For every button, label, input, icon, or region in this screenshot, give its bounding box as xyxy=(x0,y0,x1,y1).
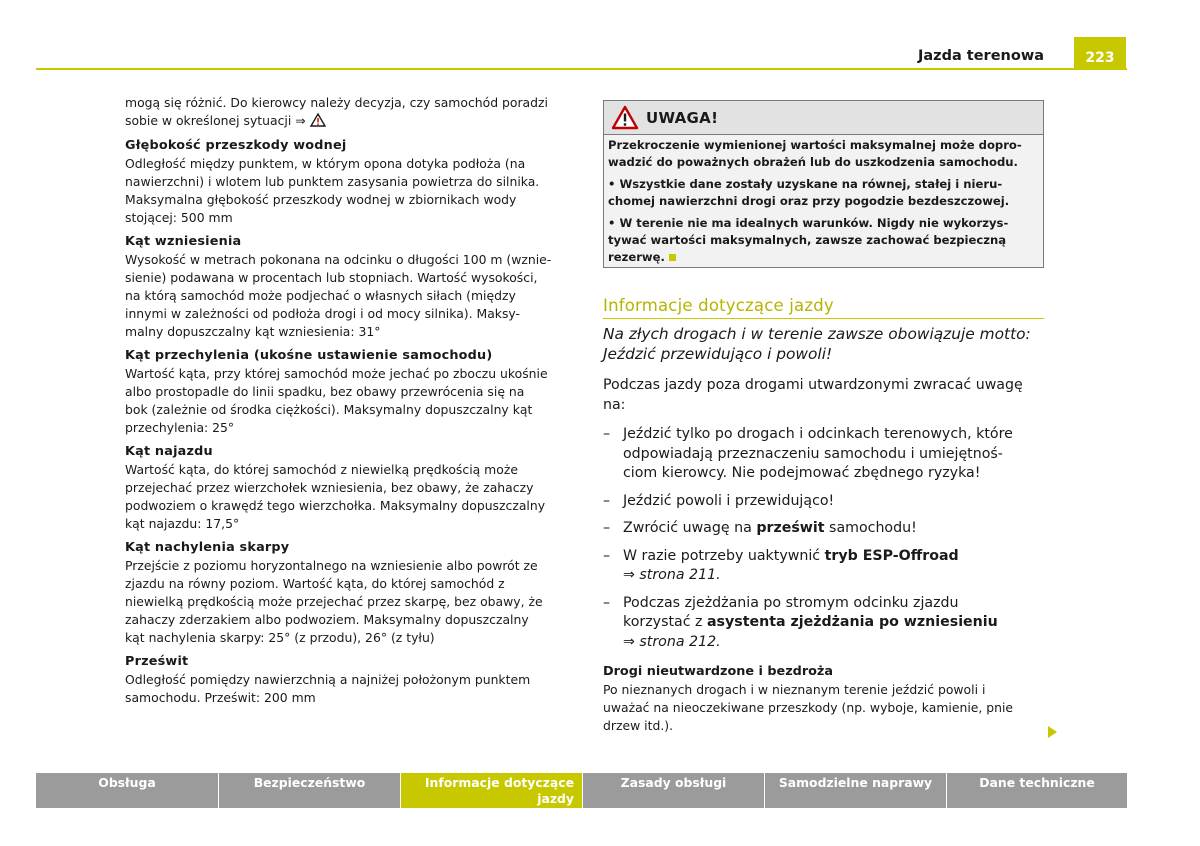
section-text: przechylenia: 25° xyxy=(125,420,235,435)
section-text: niewielką prędkością może przejechać przez skarpę, bez obawy, że xyxy=(125,594,543,609)
warning-text: wadzić do poważnych obrażeń lub do uszkodzenia samochodu. xyxy=(608,155,1018,170)
warning-text: Przekroczenie wymienionej wartości maksymalnej może dopro- xyxy=(608,138,1022,152)
list-item: – Jeździć powoli i przewidująco! xyxy=(603,492,835,509)
section-text: zjazdu na równy poziom. Wartość kąta, do której samochód z xyxy=(125,576,505,591)
list-item: – Zwrócić uwagę na prześwit samochodu! xyxy=(603,520,917,536)
motto-line: Jeździć przewidująco i powoli! xyxy=(603,345,833,363)
section-text: stojącej: 500 mm xyxy=(125,210,233,225)
section-text: Wartość kąta, do której samochód z niewielką prędkością może xyxy=(125,462,518,477)
page-reference-link[interactable]: ⇒ strona 212. xyxy=(623,633,721,650)
section-text: Wysokość w metrach pokonana na odcinku o długości 100 m (wznie- xyxy=(125,252,552,267)
subsection-text: Po nieznanych drogach i w nieznanym terenie jeździć powoli i xyxy=(603,682,986,697)
section-text: przejechać przez wierzchołek wzniesienia, bez obawy, że zahaczy xyxy=(125,480,534,495)
warning-text: tywać wartości maksymalnych, zawsze zachować bezpieczną xyxy=(608,233,1007,248)
section-text: Maksymalna głębokość przeszkody wodnej w zbiornikach wody xyxy=(125,192,517,207)
nav-tab-informacje-dotyczace-jazdy[interactable]: Informacje dotyczące jazdy xyxy=(401,773,582,808)
section-text: Odległość pomiędzy nawierzchnią a najniżej położonym punktem xyxy=(125,672,531,687)
section-heading: Prześwit xyxy=(125,654,189,669)
subsection-text: drzew itd.). xyxy=(603,718,674,733)
list-item: – W razie potrzeby uaktywnić tryb ESP-Offroad ⇒ strona 211. xyxy=(603,547,1048,586)
section-text: Odległość między punktem, w którym opona dotyka podłoża (na xyxy=(125,156,526,171)
section-heading: Kąt wzniesienia xyxy=(125,234,242,249)
nav-tab-obsluga[interactable]: Obsługa xyxy=(36,773,218,808)
intro-line: mogą się różnić. Do kierowcy należy decyzja, czy samochód poradzi xyxy=(125,95,548,110)
continue-arrow-icon xyxy=(1048,726,1057,738)
section-text: sienie) podawana w procentach lub stopniach. Wartość wysokości, xyxy=(125,270,538,285)
section-text: kąt najazdu: 17,5° xyxy=(125,516,240,531)
nav-tab-dane-techniczne[interactable]: Dane techniczne xyxy=(947,773,1127,808)
list-item: – Podczas zjeżdżania po stromym odcinku zjazdu korzystać z asystenta zjeżdżania po wzniesieniu ⇒ strona 212. xyxy=(603,594,1048,653)
section-title-rule xyxy=(603,318,1044,319)
nav-tab-bezpieczenstwo[interactable]: Bezpieczeństwo xyxy=(219,773,400,808)
intro-paragraph: na: xyxy=(603,396,626,413)
section-text: innymi w zależności od podłoża drogi i od mocy silnika). Maksy- xyxy=(125,306,520,321)
subsection-text: uważać na nieoczekiwane przeszkody (np. wyboje, kamienie, pnie xyxy=(603,700,1014,715)
section-heading: Głębokość przeszkody wodnej xyxy=(125,138,347,153)
end-of-section-marker xyxy=(669,254,676,261)
section-text: Wartość kąta, przy której samochód może jechać po zboczu ukośnie xyxy=(125,366,548,381)
section-text: Przejście z poziomu horyzontalnego na wzniesienie albo powrót ze xyxy=(125,558,538,573)
chapter-nav xyxy=(36,773,1127,808)
section-text: podwoziem o krawędź tego wierzchołka. Maksymalny dopuszczalny xyxy=(125,498,546,513)
warning-text: chomej nawierzchni drogi oraz przy pogodzie bezdeszczowej. xyxy=(608,194,1010,209)
nav-tab-zasady-obslugi[interactable]: Zasady obsługi xyxy=(583,773,764,808)
warning-triangle-icon xyxy=(310,113,326,127)
intro-line: sobie w określonej sytuacji ⇒ xyxy=(125,112,565,130)
warning-title: UWAGA! xyxy=(646,109,719,127)
warning-triangle-icon xyxy=(611,105,639,130)
warning-bullet: • W terenie nie ma idealnych warunków. Nigdy nie wykorzys- xyxy=(608,215,1009,230)
right-column xyxy=(603,324,1048,735)
warning-bullet: • Wszystkie dane zostały uzyskane na równej, stałej i nieru- xyxy=(608,176,1003,191)
page-number: 223 xyxy=(1074,37,1126,69)
subsection-heading: Drogi nieutwardzone i bezdroża xyxy=(603,664,834,679)
section-text: kąt nachylenia skarpy: 25° (z przodu), 26° (z tyłu) xyxy=(125,630,435,645)
warning-box xyxy=(603,100,1044,268)
section-text: bok (zależnie od środka ciężkości). Maksymalny dopuszczalny kąt xyxy=(125,402,533,417)
list-item: – Jeździć tylko po drogach i odcinkach terenowych, które odpowiadają przeznaczeniu samochodu i umiejętnoś- ciom kierowcy. Nie podejmować zbędnego ryzyka! xyxy=(603,426,1013,481)
header-rule xyxy=(36,68,1127,70)
section-text: zahaczy zderzakiem albo podwoziem. Maksymalny dopuszczalny xyxy=(125,612,529,627)
left-column xyxy=(125,94,565,707)
section-text: nawierzchni) i wlotem lub punktem zasysania powietrza do silnika. xyxy=(125,174,540,189)
section-text: samochodu. Prześwit: 200 mm xyxy=(125,690,316,705)
warning-header xyxy=(604,101,1043,135)
section-heading: Kąt nachylenia skarpy xyxy=(125,540,290,555)
chapter-title: Jazda terenowa xyxy=(917,48,1044,64)
section-text: albo prostopadle do linii spadku, bez obawy przewrócenia się na xyxy=(125,384,525,399)
section-title: Informacje dotyczące jazdy xyxy=(603,296,834,315)
section-heading: Kąt przechylenia (ukośne ustawienie samochodu) xyxy=(125,348,493,363)
warning-text: rezerwę. xyxy=(608,249,1040,266)
page-reference-link[interactable]: ⇒ strona 211. xyxy=(623,567,721,583)
section-text: na którą samochód może podjechać o własnych siłach (między xyxy=(125,288,516,303)
nav-tab-samodzielne-naprawy[interactable]: Samodzielne naprawy xyxy=(765,773,946,808)
section-text: malny dopuszczalny kąt wzniesienia: 31° xyxy=(125,324,381,339)
warning-body xyxy=(608,137,1040,267)
section-heading: Kąt najazdu xyxy=(125,444,213,459)
motto-line: Na złych drogach i w terenie zawsze obowiązuje motto: xyxy=(603,325,1031,343)
intro-paragraph: Podczas jazdy poza drogami utwardzonymi zwracać uwagę xyxy=(603,377,1023,393)
